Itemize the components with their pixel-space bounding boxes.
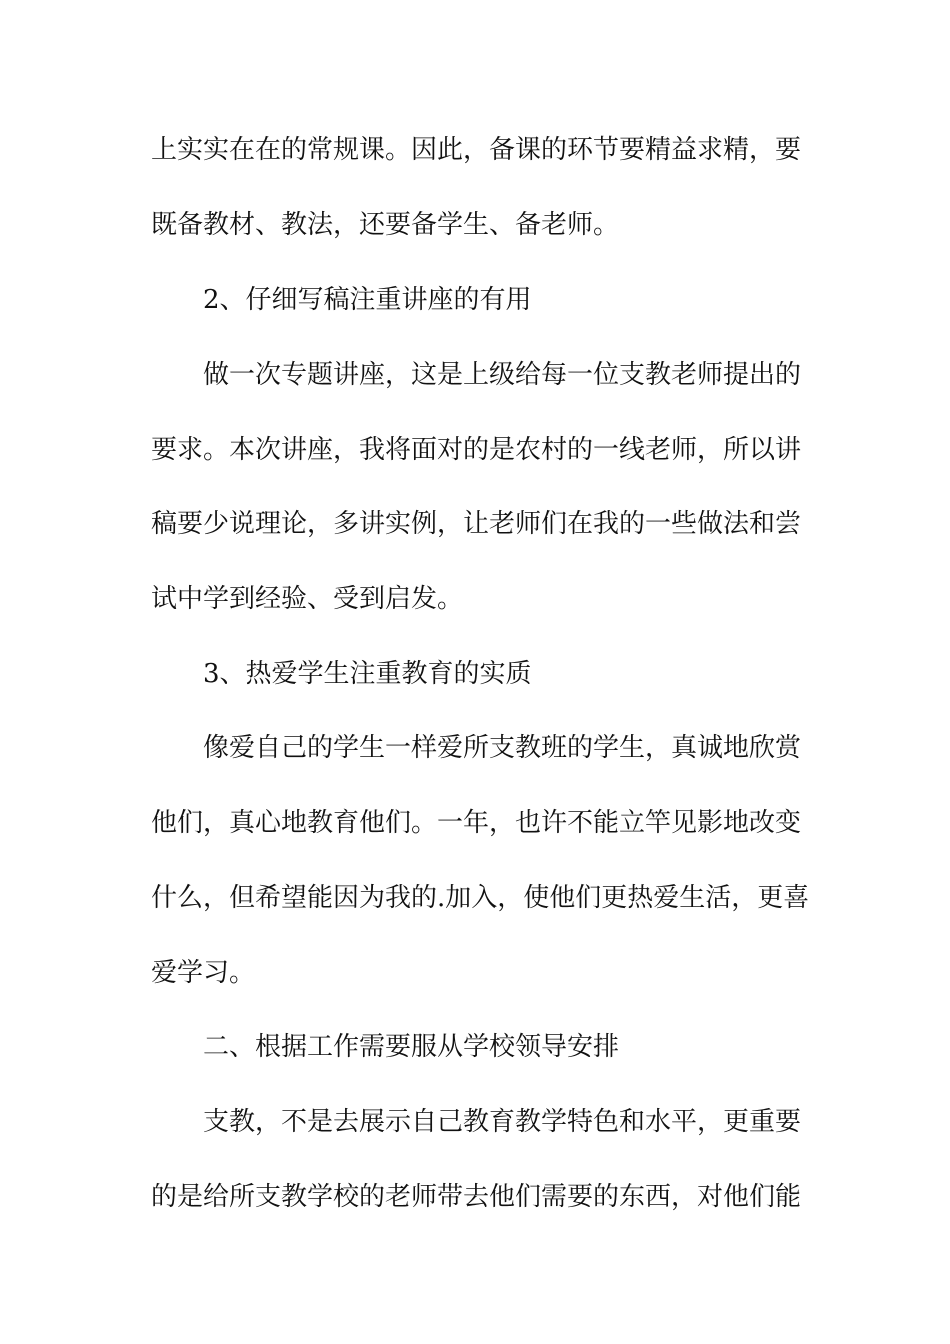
body-text-line: 既备教材、教法，还要备学生、备老师。 bbox=[151, 210, 620, 240]
body-text-line: 爱学习。 bbox=[151, 958, 256, 988]
body-text-line: 的是给所支教学校的老师带去他们需要的东西，对他们能 bbox=[151, 1182, 802, 1212]
body-text-line: 稿要少说理论，多讲实例，让老师们在我的一些做法和尝 bbox=[151, 509, 802, 539]
body-text-line: 像爱自己的学生一样爱所支教班的学生，真诚地欣赏 bbox=[203, 733, 802, 763]
section-heading: 3、热爱学生注重教育的实质 bbox=[203, 659, 532, 689]
section-heading: 2、仔细写稿注重讲座的有用 bbox=[203, 285, 532, 315]
body-text-line: 试中学到经验、受到启发。 bbox=[151, 584, 464, 614]
body-text-line: 支教，不是去展示自己教育教学特色和水平，更重要 bbox=[203, 1107, 802, 1137]
body-text-line: 要求。本次讲座，我将面对的是农村的一线老师，所以讲 bbox=[151, 435, 802, 465]
section-heading: 二、根据工作需要服从学校领导安排 bbox=[203, 1032, 620, 1062]
body-text-line: 他们，真心地教育他们。一年，也许不能立竿见影地改变 bbox=[151, 808, 802, 838]
body-text-line: 什么，但希望能因为我的.加入，使他们更热爱生活，更喜 bbox=[151, 883, 810, 913]
body-text-line: 做一次专题讲座，这是上级给每一位支教老师提出的 bbox=[203, 360, 802, 390]
body-text-line: 上实实在在的常规课。因此，备课的环节要精益求精，要 bbox=[151, 135, 802, 165]
